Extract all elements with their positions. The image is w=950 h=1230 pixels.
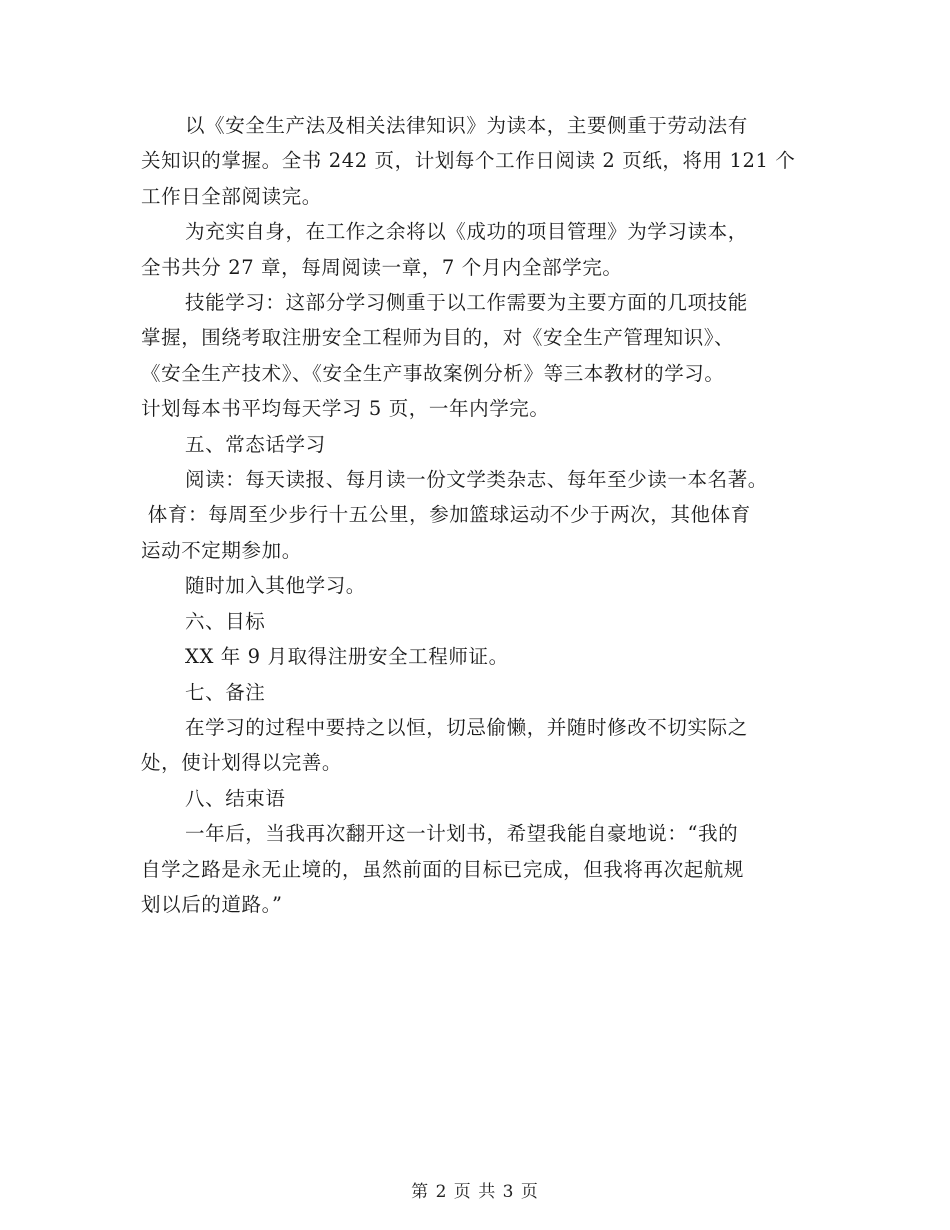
- text-line: 技能学习：这部分学习侧重于以工作需要为主要方面的几项技能: [185, 291, 748, 315]
- text-line: 为充实自身，在工作之余将以《成功的项目管理》为学习读本，: [185, 220, 748, 244]
- document-body: [141, 108, 811, 922]
- text-line: 掌握，围绕考取注册安全工程师为目的，对《安全生产管理知识》、: [141, 326, 735, 350]
- section-heading-6: 六、目标: [185, 609, 266, 633]
- text-line: 《安全生产技术》、《安全生产事故案例分析》等三本教材的学习。: [141, 361, 725, 385]
- paragraph-remarks: [141, 710, 811, 781]
- paragraph-skill-learning: [141, 285, 811, 427]
- section-heading-8: 八、结束语: [185, 786, 286, 810]
- text-line: 运动不定期参加。: [141, 538, 302, 562]
- paragraph-other-learning: 随时加入其他学习。: [185, 574, 366, 598]
- text-line: 全书共分 27 章，每周阅读一章，7 个月内全部学完。: [141, 255, 623, 279]
- text-line: 阅读：每天读报、每月读一份文学类杂志、每年至少读一本名著。: [185, 468, 768, 492]
- text-line: 处，使计划得以完善。: [141, 751, 343, 775]
- text-line: 一年后，当我再次翻开这一计划书，希望我能自豪地说：“我的: [185, 822, 739, 846]
- section-heading-7: 七、备注: [185, 680, 266, 704]
- paragraph-reading-sports: [141, 462, 811, 568]
- paragraph-project-management: [141, 214, 811, 285]
- text-line: 工作日全部阅读完。: [141, 184, 322, 208]
- text-line: 划以后的道路。”: [141, 892, 283, 916]
- page-number-footer: 第 2 页 共 3 页: [411, 1182, 539, 1202]
- text-line: 关知识的掌握。全书 242 页，计划每个工作日阅读 2 页纸，将用 121 个: [141, 149, 796, 173]
- paragraph-reading-law: [141, 108, 811, 214]
- text-line: 自学之路是永无止境的，虽然前面的目标已完成，但我将再次起航规: [141, 857, 745, 881]
- paragraph-closing: [141, 816, 811, 922]
- text-line: 在学习的过程中要持之以恒，切忌偷懒，并随时修改不切实际之: [185, 715, 748, 739]
- text-line: 计划每本书平均每天学习 5 页，一年内学完。: [141, 397, 550, 421]
- paragraph-goal: XX 年 9 月取得注册安全工程师证。: [185, 645, 509, 669]
- text-line: 体育：每周至少步行十五公里，参加篮球运动不少于两次，其他体育: [141, 503, 751, 527]
- text-line: 以《安全生产法及相关法律知识》为读本，主要侧重于劳动法有: [185, 114, 748, 137]
- section-heading-5: 五、常态话学习: [185, 432, 326, 456]
